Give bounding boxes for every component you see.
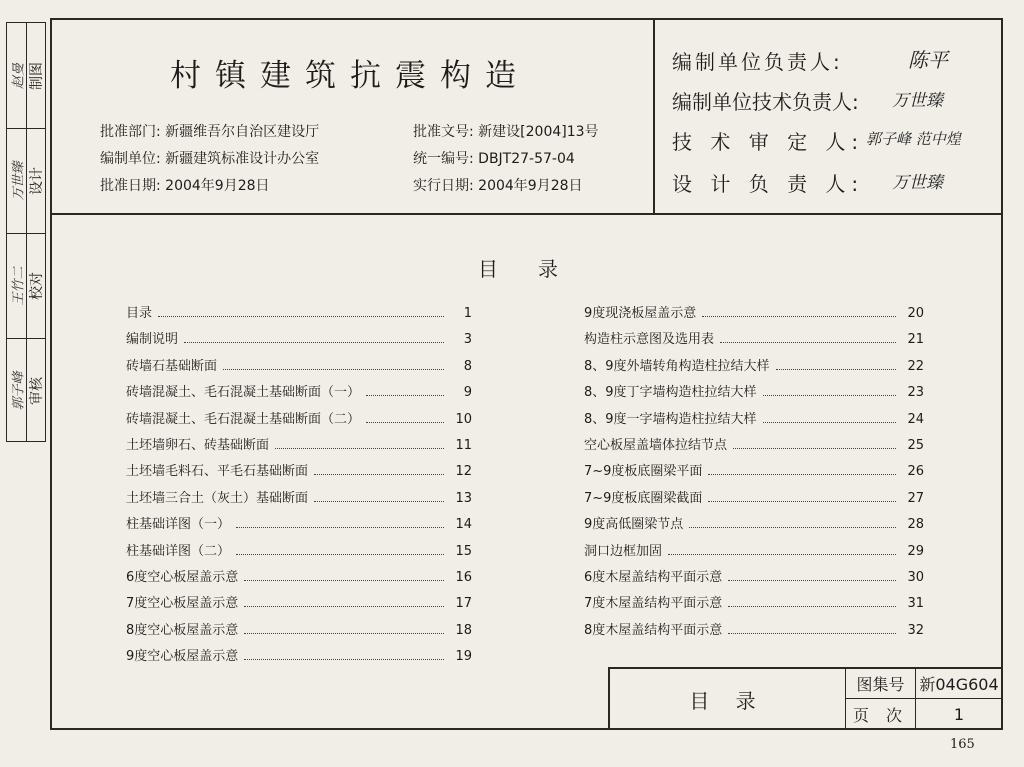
toc-entry[interactable] xyxy=(126,381,472,407)
toc-leader-dots xyxy=(314,474,444,475)
toc-entry[interactable] xyxy=(126,540,472,566)
title-block xyxy=(608,667,1002,729)
toc-leader-dots xyxy=(236,554,444,555)
toc-entry-label: 土坯墙卵石、砖基础断面 xyxy=(126,437,270,453)
toc-leader-dots xyxy=(244,580,444,581)
toc-entry-label: 编制说明 xyxy=(126,332,179,348)
toc-entry-label: 柱基础详图（二） xyxy=(126,543,231,559)
toc-entry-page: 31 xyxy=(907,596,924,612)
toc-entry-label: 洞口边框加固 xyxy=(584,543,663,559)
signoff-signature: 王竹二 xyxy=(11,266,26,306)
toc-entry[interactable] xyxy=(126,513,472,539)
toc-entry-page: 26 xyxy=(907,464,924,480)
resp-label-design-head: 设 计 负 责 人: xyxy=(672,172,865,196)
toc-entry[interactable] xyxy=(584,434,924,460)
toc-leader-dots xyxy=(366,395,444,396)
toc-leader-dots xyxy=(728,633,896,634)
toc-leader-dots xyxy=(776,369,896,370)
resp-label-tech-review: 技 术 审 定 人: xyxy=(672,130,865,154)
toc-entry-page: 12 xyxy=(455,464,472,480)
toc-entry[interactable] xyxy=(584,302,924,328)
toc-leader-dots xyxy=(314,501,444,502)
toc-leader-dots xyxy=(366,422,444,423)
toc-entry-label: 8度空心板屋盖示意 xyxy=(126,622,239,638)
page-value: 1 xyxy=(953,704,965,724)
signoff-signature: 郭子峰 xyxy=(11,371,26,411)
toc-entry[interactable] xyxy=(126,434,472,460)
toc-entry-label: 砖墙混凝土、毛石混凝土基础断面（二） xyxy=(126,411,361,427)
toc-entry-label: 构造柱示意图及选用表 xyxy=(584,332,715,348)
toc-entry-page: 21 xyxy=(907,332,924,348)
toc-entry-page: 8 xyxy=(463,358,472,374)
atlas-number: 新04G604 xyxy=(916,669,1002,699)
toc-entry-page: 17 xyxy=(455,596,472,612)
toc-entry-page: 25 xyxy=(907,437,924,453)
toc-leader-dots xyxy=(184,342,444,343)
toc-right-column xyxy=(584,302,924,645)
implement-date: 实行日期: 2004年9月28日 xyxy=(413,178,583,194)
toc-leader-dots xyxy=(668,554,896,555)
toc-entry-page: 22 xyxy=(907,358,924,374)
toc-leader-dots xyxy=(244,659,444,660)
toc-entry-page: 13 xyxy=(455,490,472,506)
toc-entry-label: 柱基础详图（一） xyxy=(126,517,231,533)
toc-leader-dots xyxy=(275,448,444,449)
toc-leader-dots xyxy=(236,527,444,528)
toc-entry-page: 10 xyxy=(455,411,472,427)
toc-entry-page: 19 xyxy=(455,649,472,665)
toc-entry[interactable] xyxy=(126,566,472,592)
signoff-signature: 赵曼 xyxy=(11,62,26,89)
toc-leader-dots xyxy=(244,606,444,607)
toc-entry-label: 9度高低圈梁节点 xyxy=(584,517,684,533)
toc-leader-dots xyxy=(728,606,896,607)
signoff-role: 校对 xyxy=(28,272,45,300)
toc-entry-label: 8、9度一字墙构造柱拉结大样 xyxy=(584,411,757,427)
approval-date: 批准日期: 2004年9月28日 xyxy=(100,178,270,194)
toc-entry-page: 27 xyxy=(907,490,924,506)
resp-label-unit-head: 编制单位负责人: xyxy=(672,50,843,74)
toc-leader-dots xyxy=(689,527,896,528)
toc-leader-dots xyxy=(728,580,896,581)
toc-entry-label: 7~9度板底圈梁平面 xyxy=(584,464,703,480)
toc-entry-page: 28 xyxy=(907,517,924,533)
toc-entry-label: 砖墙石基础断面 xyxy=(126,358,218,374)
toc-entry[interactable] xyxy=(584,619,924,645)
toc-entry-page: 9 xyxy=(463,385,472,401)
toc-entry[interactable] xyxy=(126,408,472,434)
toc-entry[interactable] xyxy=(584,487,924,513)
sheet-page-number: 165 xyxy=(950,737,975,752)
toc-entry-page: 18 xyxy=(455,622,472,638)
toc-entry[interactable] xyxy=(126,619,472,645)
toc-entry[interactable] xyxy=(584,328,924,354)
toc-leader-dots xyxy=(763,395,896,396)
toc-entry-label: 8度木屋盖结构平面示意 xyxy=(584,622,723,638)
toc-leader-dots xyxy=(223,369,444,370)
signature-tech-review: 郭子峰 范中煌 xyxy=(866,130,961,148)
toc-entry[interactable] xyxy=(126,487,472,513)
toc-leader-dots xyxy=(708,501,896,502)
toc-entry-page: 30 xyxy=(907,569,924,585)
toc-entry[interactable] xyxy=(584,540,924,566)
toc-entry[interactable] xyxy=(584,592,924,618)
compile-unit: 编制单位: 新疆建筑标准设计办公室 xyxy=(100,151,320,167)
toc-entry-page: 11 xyxy=(455,437,472,453)
signoff-cell xyxy=(7,128,45,233)
toc-entry[interactable] xyxy=(126,460,472,486)
toc-entry[interactable] xyxy=(584,381,924,407)
approval-doc-no: 批准文号: 新建设[2004]13号 xyxy=(413,124,599,140)
toc-entry-label: 6度空心板屋盖示意 xyxy=(126,569,239,585)
signature-tech-head: 万世臻 xyxy=(892,91,943,111)
toc-heading: 目录 xyxy=(478,257,598,281)
toc-entry-page: 20 xyxy=(907,306,924,321)
page-label: 页 次 xyxy=(846,699,916,729)
toc-entry-label: 9度现浇板屋盖示意 xyxy=(584,306,697,321)
atlas-label: 图集号 xyxy=(846,669,916,699)
toc-entry-label: 6度木屋盖结构平面示意 xyxy=(584,569,723,585)
toc-entry[interactable] xyxy=(584,408,924,434)
header-split xyxy=(653,18,655,214)
signoff-role: 制图 xyxy=(28,61,45,90)
toc-entry-label: 7~9度板底圈梁截面 xyxy=(584,490,703,506)
signoff-signature: 万世臻 xyxy=(11,161,26,201)
toc-entry-page: 14 xyxy=(455,517,472,533)
resp-label-tech-head: 编制单位技术负责人: xyxy=(672,90,859,114)
toc-entry[interactable] xyxy=(584,513,924,539)
toc-entry-label: 土坯墙毛料石、平毛石基础断面 xyxy=(126,464,309,480)
toc-entry[interactable] xyxy=(126,328,472,354)
toc-entry-page: 24 xyxy=(907,411,924,427)
toc-entry-label: 目录 xyxy=(126,306,153,321)
toc-leader-dots xyxy=(733,448,896,449)
toc-leader-dots xyxy=(763,422,896,423)
approval-dept: 批准部门: 新疆维吾尔自治区建设厅 xyxy=(100,124,320,140)
toc-entry[interactable] xyxy=(126,645,472,671)
toc-leader-dots xyxy=(708,474,896,475)
toc-entry-label: 9度空心板屋盖示意 xyxy=(126,649,239,665)
toc-entry-page: 29 xyxy=(907,543,924,559)
toc-entry[interactable] xyxy=(126,355,472,381)
toc-entry-label: 土坯墙三合土（灰土）基础断面 xyxy=(126,490,309,506)
toc-leader-dots xyxy=(244,633,444,634)
toc-entry-label: 空心板屋盖墙体拉结节点 xyxy=(584,437,728,453)
toc-entry-page: 15 xyxy=(455,543,472,559)
toc-entry-label: 7度木屋盖结构平面示意 xyxy=(584,596,723,612)
toc-entry-label: 7度空心板屋盖示意 xyxy=(126,596,239,612)
toc-entry[interactable] xyxy=(584,566,924,592)
toc-entry[interactable] xyxy=(126,592,472,618)
toc-left-column xyxy=(126,302,472,671)
toc-leader-dots xyxy=(158,316,444,317)
toc-entry-page: 23 xyxy=(907,385,924,401)
signoff-strip xyxy=(6,22,46,442)
signoff-cell xyxy=(7,233,45,338)
signoff-cell xyxy=(7,23,45,128)
toc-leader-dots xyxy=(702,316,896,317)
toc-entry-label: 砖墙混凝土、毛石混凝土基础断面（一） xyxy=(126,385,361,401)
toc-entry[interactable] xyxy=(584,355,924,381)
toc-leader-dots xyxy=(720,342,896,343)
toc-entry[interactable] xyxy=(584,460,924,486)
signature-design-head: 万世臻 xyxy=(892,173,943,193)
toc-entry-page: 3 xyxy=(463,332,472,348)
signoff-role: 设计 xyxy=(28,167,45,195)
signoff-role: 审核 xyxy=(28,377,45,405)
toc-entry[interactable] xyxy=(126,302,472,328)
toc-entry-label: 8、9度丁字墙构造柱拉结大样 xyxy=(584,385,757,401)
toc-entry-page: 32 xyxy=(907,622,924,638)
header-divider xyxy=(50,213,1003,215)
signoff-cell xyxy=(7,338,45,443)
signature-unit-head: 陈平 xyxy=(908,48,948,72)
page-title: 村镇建筑抗震构造 xyxy=(170,58,530,94)
toc-entry-label: 8、9度外墙转角构造柱拉结大样 xyxy=(584,358,770,374)
title-block-name: 目 录 xyxy=(610,669,846,729)
toc-entry-page: 1 xyxy=(463,306,472,321)
toc-entry-page: 16 xyxy=(455,569,472,585)
unified-no: 统一编号: DBJT27-57-04 xyxy=(413,151,575,167)
